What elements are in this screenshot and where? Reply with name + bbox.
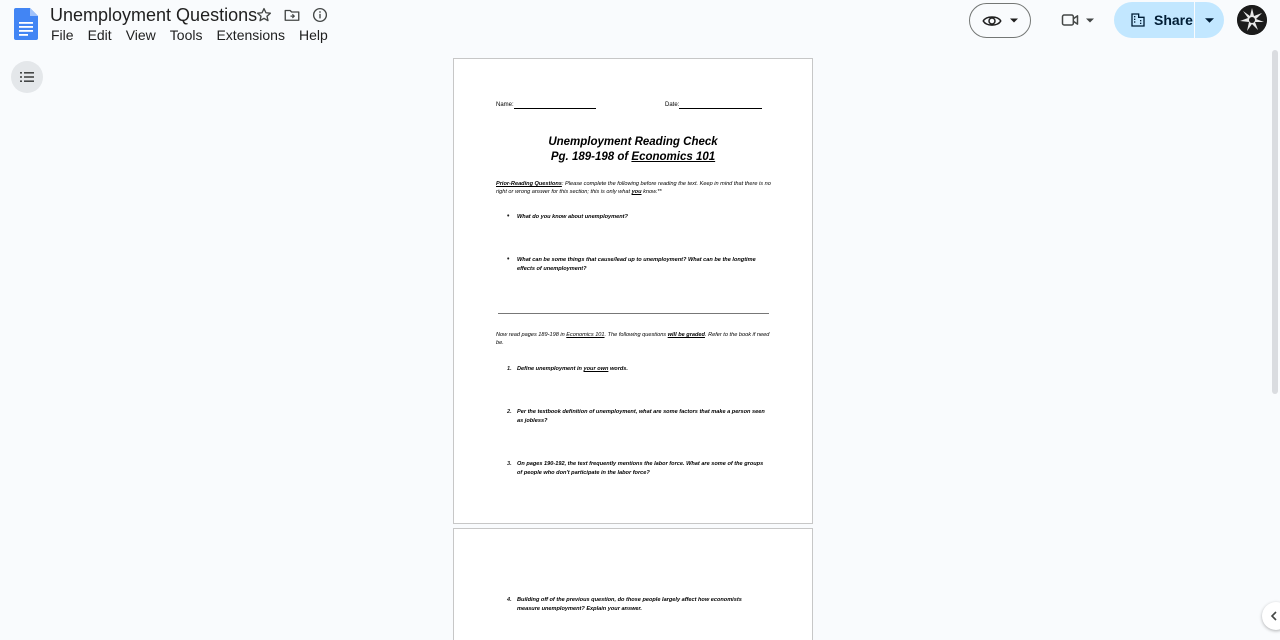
move-to-folder-icon[interactable] bbox=[283, 6, 301, 24]
document-page-2[interactable] bbox=[453, 528, 813, 640]
name-field bbox=[496, 101, 596, 109]
q1-own: your own bbox=[583, 366, 609, 372]
menu-help[interactable]: Help bbox=[298, 27, 328, 43]
prior-reading-instructions bbox=[496, 180, 772, 196]
question-1 bbox=[517, 365, 767, 374]
heading-prefix: Pg. 189-198 of bbox=[550, 151, 632, 163]
menu-view[interactable]: View bbox=[125, 27, 156, 43]
chevron-down-icon bbox=[1010, 18, 1018, 23]
star-icon[interactable] bbox=[255, 6, 273, 24]
name-blank-line bbox=[514, 102, 596, 109]
q1-text-end: words. bbox=[608, 366, 628, 372]
prior-question-1: What do you know about unemployment? bbox=[517, 214, 628, 220]
question-number-2: 2. bbox=[507, 409, 512, 415]
prior-text-end: know.** bbox=[641, 189, 662, 195]
share-button[interactable] bbox=[1114, 2, 1194, 38]
date-field bbox=[665, 101, 762, 109]
name-label: Name: bbox=[496, 102, 514, 108]
menu-extensions[interactable]: Extensions bbox=[216, 27, 285, 43]
q1-text: Define unemployment in bbox=[517, 366, 584, 372]
instr-book-title: Economics 101 bbox=[566, 332, 605, 338]
heading-book-title: Economics 101 bbox=[631, 151, 716, 163]
avatar-image bbox=[1237, 5, 1267, 35]
menu-tools[interactable]: Tools bbox=[169, 27, 203, 43]
doc-heading-line2 bbox=[454, 150, 812, 165]
menu-file[interactable]: File bbox=[51, 27, 74, 43]
header bbox=[0, 0, 1280, 52]
prior-you: you bbox=[631, 189, 642, 195]
question-3: On pages 190-192, the text frequently mentions the labor force. What are some of the groups of people who don't participate in the labor force? bbox=[517, 461, 764, 476]
question-4: Building off of the previous question, do those people largely affect how economists measure unemployment? Explain your answer. bbox=[517, 597, 742, 612]
document-title[interactable]: Unemployment Questions bbox=[50, 5, 258, 25]
question-number-1: 1. bbox=[507, 366, 512, 372]
outline-list-icon bbox=[20, 71, 34, 83]
share-button-group bbox=[1114, 2, 1224, 38]
instr-text-3: . Refer to the book if need be. bbox=[496, 332, 770, 346]
instr-text: Now read pages 189-198 in bbox=[496, 332, 567, 338]
section-divider bbox=[498, 313, 769, 314]
chevron-left-icon bbox=[1270, 611, 1277, 621]
google-docs-icon[interactable] bbox=[14, 8, 38, 40]
share-dropdown-button[interactable] bbox=[1195, 2, 1224, 38]
view-mode-button[interactable] bbox=[969, 3, 1031, 38]
share-label: Share bbox=[1154, 12, 1193, 28]
meet-button[interactable] bbox=[1054, 6, 1100, 34]
menu-bar bbox=[44, 26, 335, 44]
instr-graded: will be graded bbox=[667, 332, 705, 338]
prior-text: : Please complete the following before reading the text. Keep in mind that there is no right or wrong answer for this section; this is only what bbox=[496, 181, 771, 195]
date-blank-line bbox=[679, 102, 762, 109]
date-label: Date: bbox=[665, 102, 680, 108]
question-number-4: 4. bbox=[507, 597, 512, 603]
account-avatar[interactable] bbox=[1237, 5, 1267, 35]
instr-text-2: . The following questions bbox=[604, 332, 668, 338]
building-icon bbox=[1130, 12, 1146, 28]
eye-icon bbox=[982, 11, 1002, 31]
vertical-scrollbar[interactable] bbox=[1272, 50, 1278, 394]
question-2: Per the textbook definition of unemployment, what are some factors that make a person seen as jobless? bbox=[517, 409, 765, 424]
video-camera-icon bbox=[1060, 10, 1080, 30]
question-number-3: 3. bbox=[507, 461, 512, 467]
menu-edit[interactable]: Edit bbox=[87, 27, 112, 43]
graded-instructions bbox=[496, 331, 772, 347]
info-icon[interactable] bbox=[311, 6, 329, 24]
chevron-down-icon bbox=[1086, 18, 1094, 23]
bullet-icon: • bbox=[507, 256, 510, 263]
document-page-1[interactable] bbox=[453, 58, 813, 524]
prior-heading: Prior-Reading Questions bbox=[496, 181, 562, 187]
document-outline-button[interactable] bbox=[11, 61, 43, 93]
doc-heading-line1: Unemployment Reading Check bbox=[548, 136, 718, 148]
side-panel-toggle[interactable] bbox=[1262, 602, 1280, 630]
chevron-down-icon bbox=[1205, 18, 1214, 23]
prior-question-2: What can be some things that cause/lead up to unemployment? What can be the longtime effects of unemployment? bbox=[517, 257, 756, 272]
bullet-icon: • bbox=[507, 213, 510, 220]
